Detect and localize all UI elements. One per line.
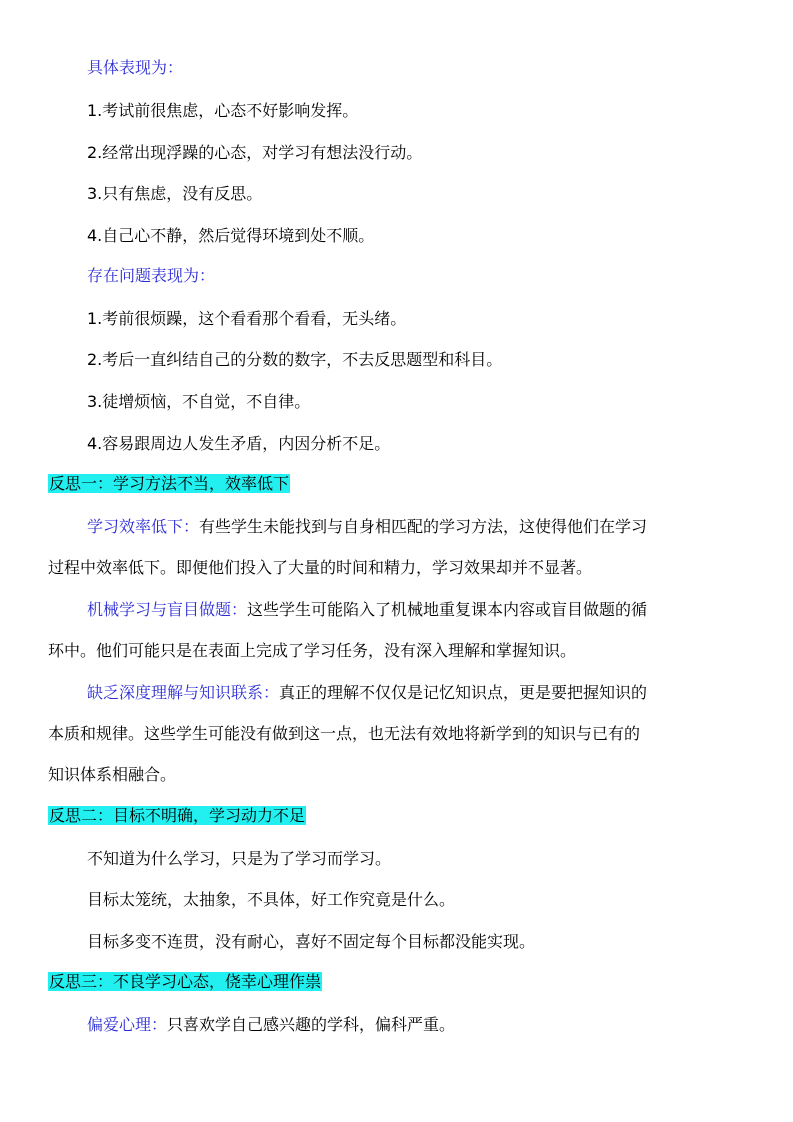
highlighted-title: 反思一：学习方法不当，效率低下 — [49, 474, 290, 493]
paragraph-text: 真正的理解不仅仅是记忆知识点，更是要把握知识的 — [279, 683, 648, 702]
reflection-title-2 — [48, 802, 306, 830]
section-heading-problems: 存在问题表现为： — [87, 266, 216, 285]
paragraph-text: 过程中效率低下。即便他们投入了大量的时间和精力，学习效果却并不显著。 — [48, 558, 593, 577]
highlighted-title: 反思三：不良学习心态，侥幸心理作祟 — [49, 972, 322, 991]
paragraph-preference — [87, 1011, 455, 1039]
list-item: 2.考后一直纠结自己的分数的数字，不去反思题型和科目。 — [87, 350, 503, 369]
list-item: 不知道为什么学习，只是为了学习而学习。 — [87, 849, 392, 868]
paragraph-text: 环中。他们可能只是在表面上完成了学习任务，没有深入理解和掌握知识。 — [48, 641, 577, 660]
list-item: 3.徒增烦恼，不自觉，不自律。 — [87, 392, 311, 411]
term-label: 学习效率低下： — [87, 517, 200, 536]
list-item: 3.只有焦虑，没有反思。 — [87, 184, 263, 203]
term-label: 机械学习与盲目做题： — [87, 600, 248, 619]
list-item: 目标多变不连贯，没有耐心，喜好不固定每个目标都没能实现。 — [87, 932, 536, 951]
paragraph-text: 知识体系相融合。 — [48, 765, 177, 784]
paragraph-efficiency — [48, 506, 746, 588]
list-item: 目标太笼统，太抽象，不具体，好工作究竟是什么。 — [87, 890, 456, 909]
paragraph-deep-understanding — [48, 672, 746, 795]
list-item: 1.考试前很焦虑，心态不好影响发挥。 — [87, 101, 359, 120]
paragraph-text: 只喜欢学自己感兴趣的学科，偏科严重。 — [167, 1015, 456, 1034]
list-item: 4.自己心不静，然后觉得环境到处不顺。 — [87, 226, 375, 245]
list-item: 2.经常出现浮躁的心态，对学习有想法没行动。 — [87, 143, 423, 162]
reflection-title-3 — [48, 968, 322, 996]
section-heading-symptoms: 具体表现为： — [87, 58, 184, 77]
paragraph-text: 有些学生未能找到与自身相匹配的学习方法，这使得他们在学习 — [199, 517, 648, 536]
list-item: 4.容易跟周边人发生矛盾，内因分析不足。 — [87, 434, 391, 453]
highlighted-title: 反思二：目标不明确，学习动力不足 — [49, 806, 306, 825]
term-label: 偏爱心理： — [87, 1015, 168, 1034]
list-item: 1.考前很烦躁，这个看看那个看看，无头绪。 — [87, 309, 407, 328]
paragraph-text: 本质和规律。这些学生可能没有做到这一点，也无法有效地将新学到的知识与已有的 — [48, 724, 641, 743]
paragraph-text: 这些学生可能陷入了机械地重复课本内容或盲目做题的循 — [247, 600, 648, 619]
paragraph-mechanical-learning — [48, 589, 746, 671]
reflection-title-1 — [48, 470, 290, 498]
term-label: 缺乏深度理解与知识联系： — [87, 683, 280, 702]
